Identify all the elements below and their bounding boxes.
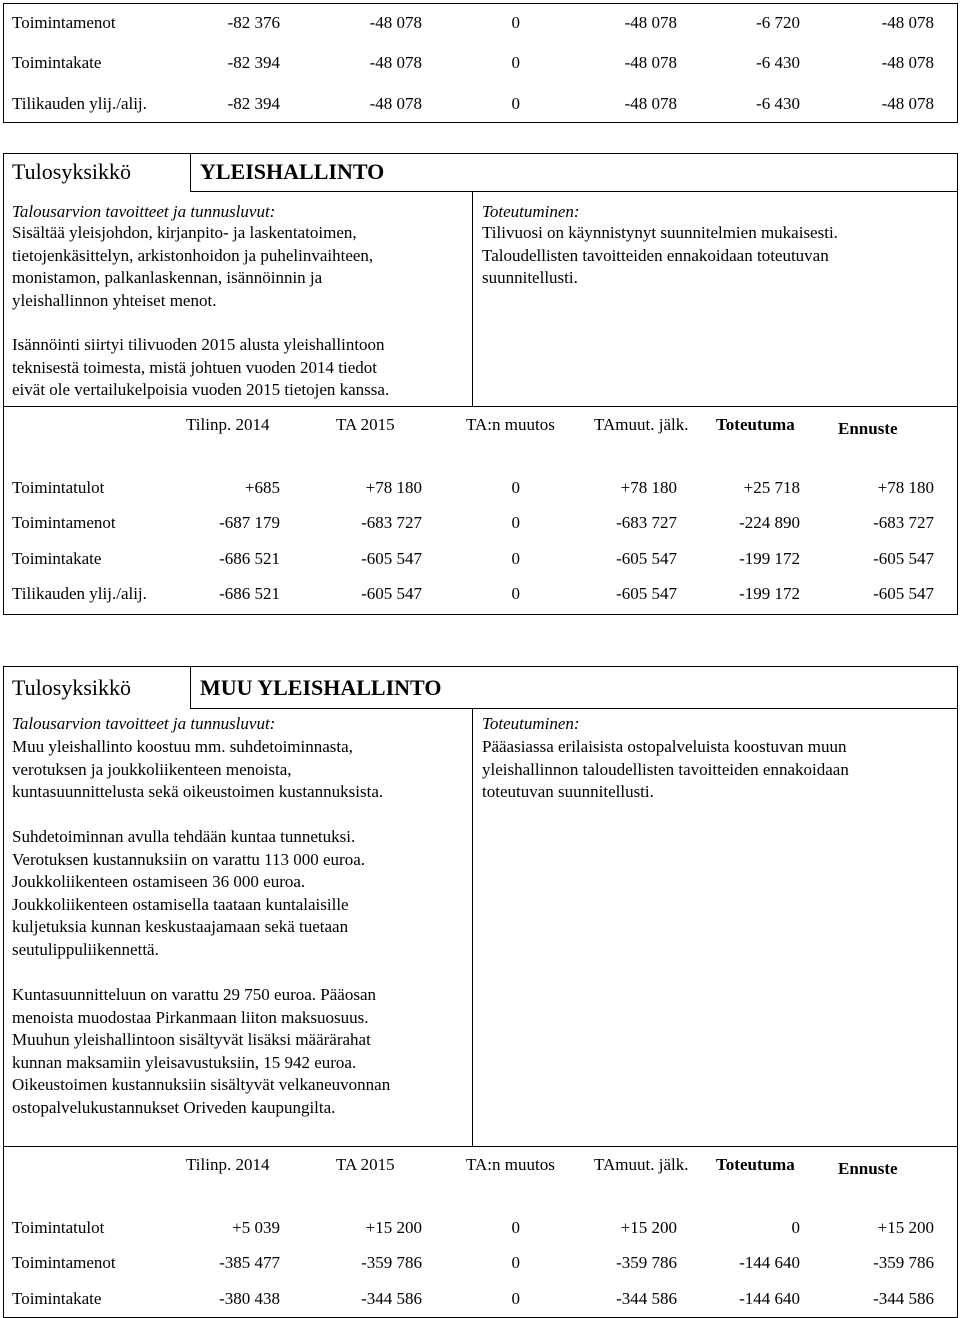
table-cell: -605 547 xyxy=(361,584,422,603)
table-cell: -683 727 xyxy=(616,513,677,532)
table-cell: -686 521 xyxy=(219,584,280,603)
table-cell: -6 430 xyxy=(756,53,800,72)
row-label: Tilikauden ylij./alij. xyxy=(12,584,147,603)
table-cell: -683 727 xyxy=(873,513,934,532)
column-header: Toteutuma xyxy=(716,415,795,434)
table-cell: -683 727 xyxy=(361,513,422,532)
section2-table-top xyxy=(3,1146,958,1147)
section1-column-divider xyxy=(472,191,473,406)
section1-goals-text: Sisältää yleisjohdon, kirjanpito- ja laskentatoimen, tietojenkäsittelyn, arkistonhoidon ja puhelinvaihteen, monistamon, palkanlaskennan, isännöinnin ja yleishallinnon yhteiset menot. xyxy=(12,223,374,310)
row-label: Toimintatulot xyxy=(12,478,105,497)
section2-goals-text3: Kuntasuunnitteluun on varattu 29 750 euroa. Pääosan menoista muodostaa Pirkanmaan liiton maksuosuus. Muuhun yleishallintoon sisältyvät lisäksi määrärahat kunnan maksamiin yleisavustuksiin, 15 942 euroa. Oikeustoimen kustannuksiin sisältyvät velkaneuvonnan ostopalvelukustannukset Oriveden kaupungilta. xyxy=(12,985,391,1117)
section2-goals-heading: Talousarvion tavoitteet ja tunnusluvut: xyxy=(12,714,276,733)
section1-realization-heading: Toteutuminen: xyxy=(482,202,580,221)
table-cell: -82 376 xyxy=(227,13,280,32)
section1-unit-name: YLEISHALLINTO xyxy=(200,159,385,184)
table-cell: -344 586 xyxy=(361,1289,422,1308)
table-cell: -224 890 xyxy=(739,513,800,532)
section1-header-divider xyxy=(190,153,191,191)
table-cell: -687 179 xyxy=(219,513,280,532)
table-cell: +78 180 xyxy=(365,478,422,497)
column-header: TA:n muutos xyxy=(466,1155,555,1174)
row-label: Tilikauden ylij./alij. xyxy=(12,94,147,113)
section2-realization-text: Pääasiassa erilaisista ostopalveluista koostuvan muun yleishallinnon taloudellisten tavoitteiden ennakoidaan toteutuvan suunnitellusti. xyxy=(482,737,849,801)
table-cell: -48 078 xyxy=(881,53,934,72)
table-cell: -344 586 xyxy=(873,1289,934,1308)
table-cell: -605 547 xyxy=(616,584,677,603)
table-cell: 0 xyxy=(511,94,520,113)
table-cell: 0 xyxy=(511,53,520,72)
table-cell: 0 xyxy=(511,13,520,32)
section1-goals-text2: Isännöinti siirtyi tilivuoden 2015 alusta yleishallintoon teknisestä toimesta, mistä johtuen vuoden 2014 tiedot eivät ole vertailukelpoisia vuoden 2015 tietojen kanssa. xyxy=(12,335,390,399)
table-cell: +15 200 xyxy=(877,1218,934,1237)
section1-goals-heading: Talousarvion tavoitteet ja tunnusluvut: xyxy=(12,202,276,221)
table-cell: -48 078 xyxy=(369,94,422,113)
table-cell: +685 xyxy=(244,478,280,497)
column-header: Tilinp. 2014 xyxy=(186,415,270,434)
column-header: Tilinp. 2014 xyxy=(186,1155,270,1174)
table-cell: +25 718 xyxy=(743,478,800,497)
column-header: TA 2015 xyxy=(336,1155,395,1174)
section2-column-divider xyxy=(472,708,473,1146)
table-cell: -6 720 xyxy=(756,13,800,32)
table-cell: -605 547 xyxy=(873,584,934,603)
table-cell: +15 200 xyxy=(365,1218,422,1237)
table-cell: -605 547 xyxy=(361,549,422,568)
column-header: TAmuut. jälk. xyxy=(594,1155,689,1174)
table-cell: -686 521 xyxy=(219,549,280,568)
table-cell: -605 547 xyxy=(616,549,677,568)
table-cell: +15 200 xyxy=(620,1218,677,1237)
section2-goals-text: Muu yleishallinto koostuu mm. suhdetoiminnasta, verotuksen ja joukkoliikenteen menoista, kuntasuunnittelusta sekä oikeustoimen kustannuksista. xyxy=(12,737,384,801)
table-row xyxy=(12,583,932,605)
table-cell: -199 172 xyxy=(739,549,800,568)
row-label: Toimintatulot xyxy=(12,1218,105,1237)
table-cell: -48 078 xyxy=(624,53,677,72)
section2-realization-heading: Toteutuminen: xyxy=(482,714,580,733)
table-cell: -6 430 xyxy=(756,94,800,113)
table-row xyxy=(12,1217,932,1239)
table-cell: -48 078 xyxy=(369,13,422,32)
table-row xyxy=(12,512,932,534)
table-cell: -48 078 xyxy=(624,94,677,113)
table-cell: -359 786 xyxy=(873,1253,934,1272)
table-cell: 0 xyxy=(511,584,520,603)
table-cell: +78 180 xyxy=(620,478,677,497)
table-cell: -380 438 xyxy=(219,1289,280,1308)
table-cell: 0 xyxy=(511,549,520,568)
table-cell: -144 640 xyxy=(739,1289,800,1308)
row-label: Toimintakate xyxy=(12,53,102,72)
table-row xyxy=(12,1288,932,1310)
table-row xyxy=(12,1252,932,1274)
table-cell: -359 786 xyxy=(361,1253,422,1272)
column-header: TAmuut. jälk. xyxy=(594,415,689,434)
table-cell: -82 394 xyxy=(227,53,280,72)
table-row xyxy=(12,93,932,115)
table-cell: -344 586 xyxy=(616,1289,677,1308)
table-cell: -48 078 xyxy=(624,13,677,32)
column-header: TA 2015 xyxy=(336,415,395,434)
table-cell: -199 172 xyxy=(739,584,800,603)
section1-unit-label: Tulosyksikkö xyxy=(12,159,132,184)
table-cell: -48 078 xyxy=(369,53,422,72)
table-cell: 0 xyxy=(511,1253,520,1272)
section1-realization-text: Tilivuosi on käynnistynyt suunnitelmien mukaisesti. Taloudellisten tavoitteiden ennakoidaan toteutuvan suunnitellusti. xyxy=(482,223,838,287)
section1-table-top xyxy=(3,406,958,407)
row-label: Toimintamenot xyxy=(12,13,116,32)
column-header: Ennuste xyxy=(838,1159,898,1178)
row-label: Toimintakate xyxy=(12,549,102,568)
table-cell: 0 xyxy=(511,1289,520,1308)
table-cell: -48 078 xyxy=(881,13,934,32)
table-cell: -359 786 xyxy=(616,1253,677,1272)
table-cell: +5 039 xyxy=(232,1218,280,1237)
section2-unit-name: MUU YLEISHALLINTO xyxy=(200,675,442,700)
table-cell: 0 xyxy=(511,513,520,532)
table-cell: -385 477 xyxy=(219,1253,280,1272)
table-cell: -48 078 xyxy=(881,94,934,113)
table-cell: 0 xyxy=(791,1218,800,1237)
section2-header-bottom xyxy=(190,708,958,709)
section2-goals-text2: Suhdetoiminnan avulla tehdään kuntaa tunnetuksi. Verotuksen kustannuksiin on varattu 113 000 euroa. Joukkoliikenteen ostamiseen 36 000 euroa. Joukkoliikenteen ostamisella taataan kuntalaisille kuljetuksia kunnan keskustaajamaan sekä tuetaan seutulippuliikennettä. xyxy=(12,827,365,959)
table-row xyxy=(12,548,932,570)
column-header: Toteutuma xyxy=(716,1155,795,1174)
row-label: Toimintamenot xyxy=(12,1253,116,1272)
row-label: Toimintakate xyxy=(12,1289,102,1308)
table-cell: -82 394 xyxy=(227,94,280,113)
table-cell: -605 547 xyxy=(873,549,934,568)
row-label: Toimintamenot xyxy=(12,513,116,532)
section2-unit-label: Tulosyksikkö xyxy=(12,675,132,700)
table-row xyxy=(12,477,932,499)
section2-header-divider xyxy=(190,666,191,708)
table-row xyxy=(12,12,932,34)
section1-header-bottom xyxy=(190,191,958,192)
table-row xyxy=(12,52,932,74)
column-header: Ennuste xyxy=(838,419,898,438)
table-cell: 0 xyxy=(511,1218,520,1237)
column-header: TA:n muutos xyxy=(466,415,555,434)
table-cell: -144 640 xyxy=(739,1253,800,1272)
table-cell: 0 xyxy=(511,478,520,497)
table-cell: +78 180 xyxy=(877,478,934,497)
